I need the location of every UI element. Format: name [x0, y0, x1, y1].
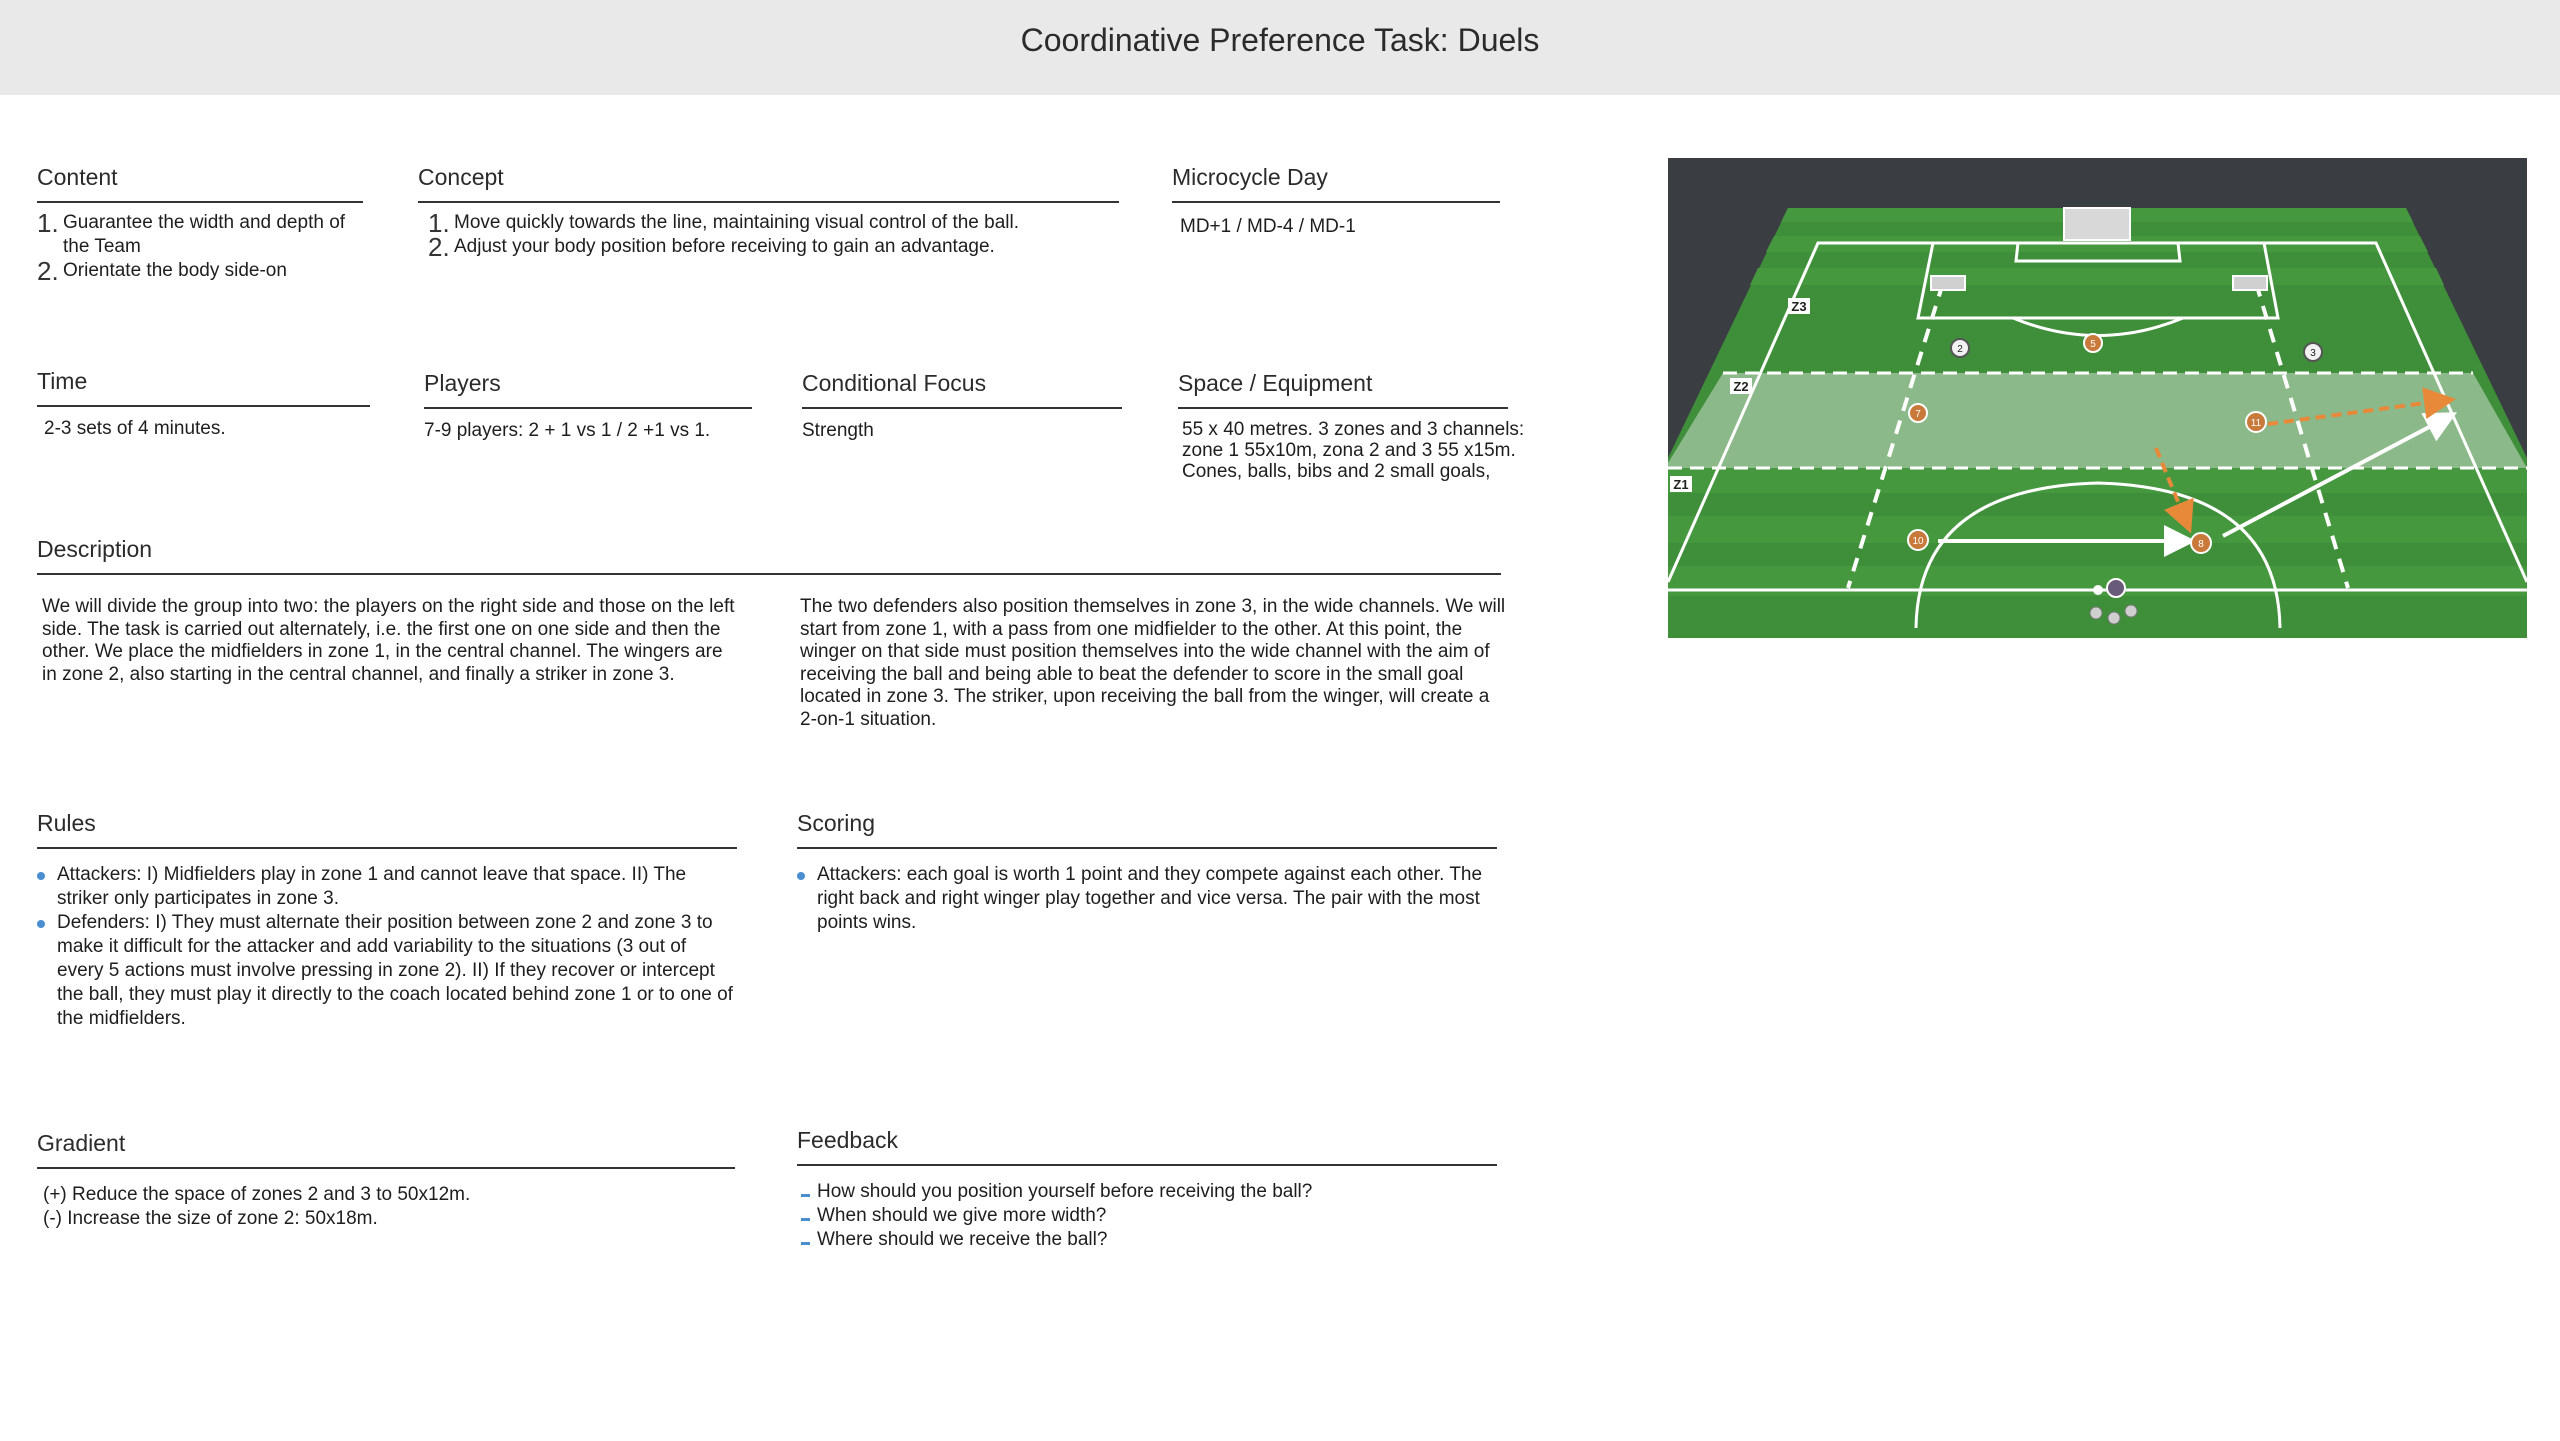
players-section — [424, 370, 752, 442]
microcycle-section — [1172, 164, 1500, 238]
list-item: 2. Orientate the body side-on — [37, 256, 287, 286]
gradient-section — [37, 1130, 735, 1231]
player-orange — [2191, 533, 2211, 553]
zone-label: Z1 — [1673, 477, 1689, 492]
list-item: Defenders: I) They must alternate their position between zone 2 and zone 3 to make it difficult for the attacker and add variability to the situations (3 out of every 5 actions must involve pressing in zone 2). II) If they recover or intercept the ball, they must play it directly to the coach located behind zone 1 or to one of the midfielders. — [37, 911, 737, 1031]
conditional-focus-value: Strength — [802, 420, 874, 441]
content-heading: Content — [37, 164, 363, 203]
rules-list — [37, 863, 737, 1031]
description-section — [37, 536, 1506, 730]
description-right: The two defenders also position themselves in zone 3, in the wide channels. We will start from zone 1, with a pass from one midfielder to the other. At this point, the winger on that side must position themselves into the wide channel with the aim of receiving the ball and being able to beat the defender to score in the small goal located in zone 3. The striker, upon receiving the ball from the winger, will create a 2-on-1 situation. — [800, 596, 1506, 730]
rules-heading: Rules — [37, 810, 737, 849]
player-orange — [2246, 412, 2266, 432]
content-section — [37, 164, 363, 286]
description-left: We will divide the group into two: the players on the right side and those on the left side. The task is carried out alternately, i.e. the first one on one side and then the other. We place the midfielders in zone 1, in the central channel. The wingers are in zone 2, also starting in the central channel, and finally a striker in zone 3. — [42, 596, 735, 685]
ball-icon — [2090, 607, 2102, 619]
scoring-heading: Scoring — [797, 810, 1497, 849]
player-orange — [1909, 404, 1927, 422]
space-equipment-value: 55 x 40 metres. 3 zones and 3 channels: zone 1 55x10m, zona 2 and 3 55 x15m. Cones, balls, bibs and 2 small goals, — [1182, 419, 1525, 482]
zone-label: Z3 — [1791, 299, 1807, 314]
microcycle-value: MD+1 / MD-4 / MD-1 — [1180, 216, 1356, 237]
svg-text:3: 3 — [2310, 348, 2316, 359]
gradient-heading: Gradient — [37, 1130, 735, 1169]
player-orange — [2084, 334, 2102, 352]
list-item: How should you position yourself before receiving the ball? — [797, 1180, 1497, 1204]
space-equipment-heading: Space / Equipment — [1178, 370, 1508, 409]
player-orange — [1908, 530, 1928, 550]
svg-text:8: 8 — [2198, 539, 2204, 550]
pitch-stripe — [1668, 516, 2527, 543]
space-equipment-section — [1178, 370, 1525, 482]
description-heading: Description — [37, 536, 1501, 575]
concept-heading: Concept — [418, 164, 1119, 203]
players-value: 7-9 players: 2 + 1 vs 1 / 2 +1 vs 1. — [424, 420, 711, 441]
svg-text:7: 7 — [1915, 409, 1921, 420]
list-item: Attackers: each goal is worth 1 point and they compete against each other. The right back and right winger play together and vice versa. The pair with the most points wins. — [797, 863, 1497, 935]
list-item: Where should we receive the ball? — [797, 1228, 1497, 1252]
svg-text:2: 2 — [1957, 344, 1963, 355]
conditional-focus-section — [802, 370, 1122, 442]
ball-icon — [2125, 605, 2137, 617]
players-heading: Players — [424, 370, 752, 409]
zone-2-highlight — [1668, 373, 2527, 468]
svg-text:5: 5 — [2090, 339, 2096, 350]
player-white — [2304, 343, 2322, 361]
small-goal-right — [2233, 276, 2267, 290]
svg-text:11: 11 — [2250, 418, 2262, 429]
pitch-stripe — [1668, 468, 2527, 493]
list-item: (+) Reduce the space of zones 2 and 3 to 50x12m. — [43, 1184, 471, 1205]
gradient-list — [37, 1183, 735, 1231]
time-section — [37, 368, 370, 440]
feedback-heading: Feedback — [797, 1127, 1497, 1166]
ball-icon — [2108, 612, 2120, 624]
list-item: When should we give more width? — [797, 1204, 1497, 1228]
scoring-section — [797, 810, 1497, 935]
list-item: Attackers: I) Midfielders play in zone 1 and cannot leave that space. II) The striker only participates in zone 3. — [37, 863, 737, 911]
concept-section — [418, 164, 1119, 262]
page-title: Coordinative Preference Task: Duels — [1020, 22, 1540, 58]
pitch-svg — [1668, 158, 2527, 638]
rules-section — [37, 810, 737, 1031]
list-item: 1. Guarantee the width and depth of the Team — [37, 208, 346, 257]
ball-icon — [2093, 585, 2103, 595]
content-list — [37, 208, 363, 286]
feedback-section — [797, 1127, 1497, 1252]
player-white — [1951, 339, 1969, 357]
concept-list — [428, 208, 1119, 262]
time-value: 2-3 sets of 4 minutes. — [44, 418, 226, 439]
microcycle-heading: Microcycle Day — [1172, 164, 1500, 203]
conditional-focus-heading: Conditional Focus — [802, 370, 1122, 409]
coach-marker — [2107, 579, 2125, 597]
scoring-list — [797, 863, 1497, 935]
time-heading: Time — [37, 368, 370, 407]
zone-label: Z2 — [1733, 379, 1749, 394]
list-item: 2. Adjust your body position before receiving to gain an advantage. — [428, 232, 995, 262]
list-item: (-) Increase the size of zone 2: 50x18m. — [43, 1208, 378, 1229]
main-goal — [2064, 208, 2130, 240]
feedback-list — [797, 1180, 1497, 1252]
list-item: 1. Move quickly towards the line, maintaining visual control of the ball. — [428, 208, 1020, 238]
pitch-diagram — [1668, 158, 2527, 638]
small-goal-left — [1931, 276, 1965, 290]
pitch-stripe — [1750, 268, 2444, 285]
svg-text:10: 10 — [1912, 536, 1924, 547]
